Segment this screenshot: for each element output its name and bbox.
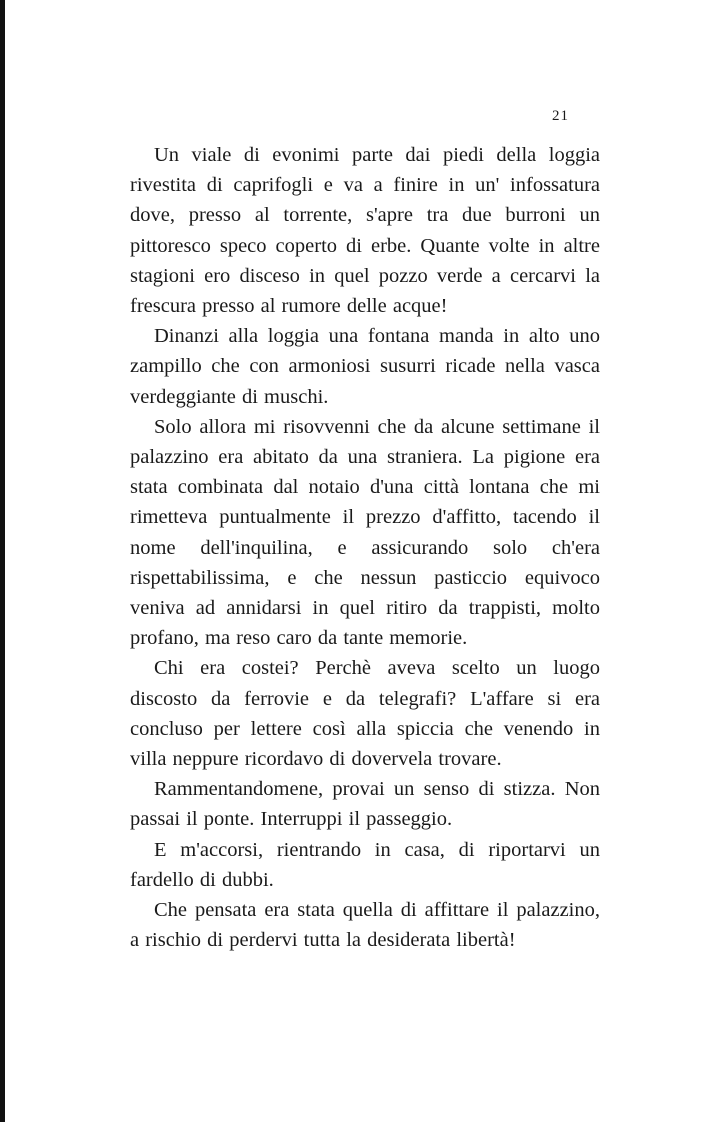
paragraph: Rammentandomene, provai un senso di stizza. Non passai il ponte. Interruppi il passeggio. xyxy=(130,778,600,831)
paragraph: Dinanzi alla loggia una fontana manda in alto uno zampillo che con armoniosi susurri ricade nella vasca verdeggiante di muschi. xyxy=(130,325,600,408)
paragraph: E m'accorsi, rientrando in casa, di riportarvi un fardello di dubbi. xyxy=(130,838,600,891)
body-text xyxy=(130,140,600,955)
paragraph: Un viale di evonimi parte dai piedi della loggia rivestita di caprifogli e va a finire in un' infossatura dove, presso al torrente, s'apre tra due burroni un pittoresco speco coperto di erbe. Quante volte in altre stagioni ero disceso in quel pozzo verde a cercarvi la frescura presso al rumore delle acque! xyxy=(130,144,600,318)
paragraph: Solo allora mi risovvenni che da alcune settimane il palazzino era abitato da una straniera. La pigione era stata combinata dal notaio d'una città lontana che mi rimetteva puntualmente il prezzo d'affitto, tacendo il nome dell'inquilina, e assicurando solo ch'era rispettabilissima, e che nessun pasticcio equivoco veniva ad annidarsi in quel ritiro da trappisti, molto profano, ma reso caro da tante memorie. xyxy=(130,415,600,650)
page-number: 21 xyxy=(552,108,569,124)
book-spine-edge xyxy=(0,0,5,1122)
paragraph: Che pensata era stata quella di affittare il palazzino, a rischio di perdervi tutta la desiderata libertà! xyxy=(130,899,600,952)
paragraph: Chi era costei? Perchè aveva scelto un luogo discosto da ferrovie e da telegrafi? L'affare si era concluso per lettere così alla spiccia che venendo in villa neppure ricordavo di dovervela trovare. xyxy=(130,657,600,771)
